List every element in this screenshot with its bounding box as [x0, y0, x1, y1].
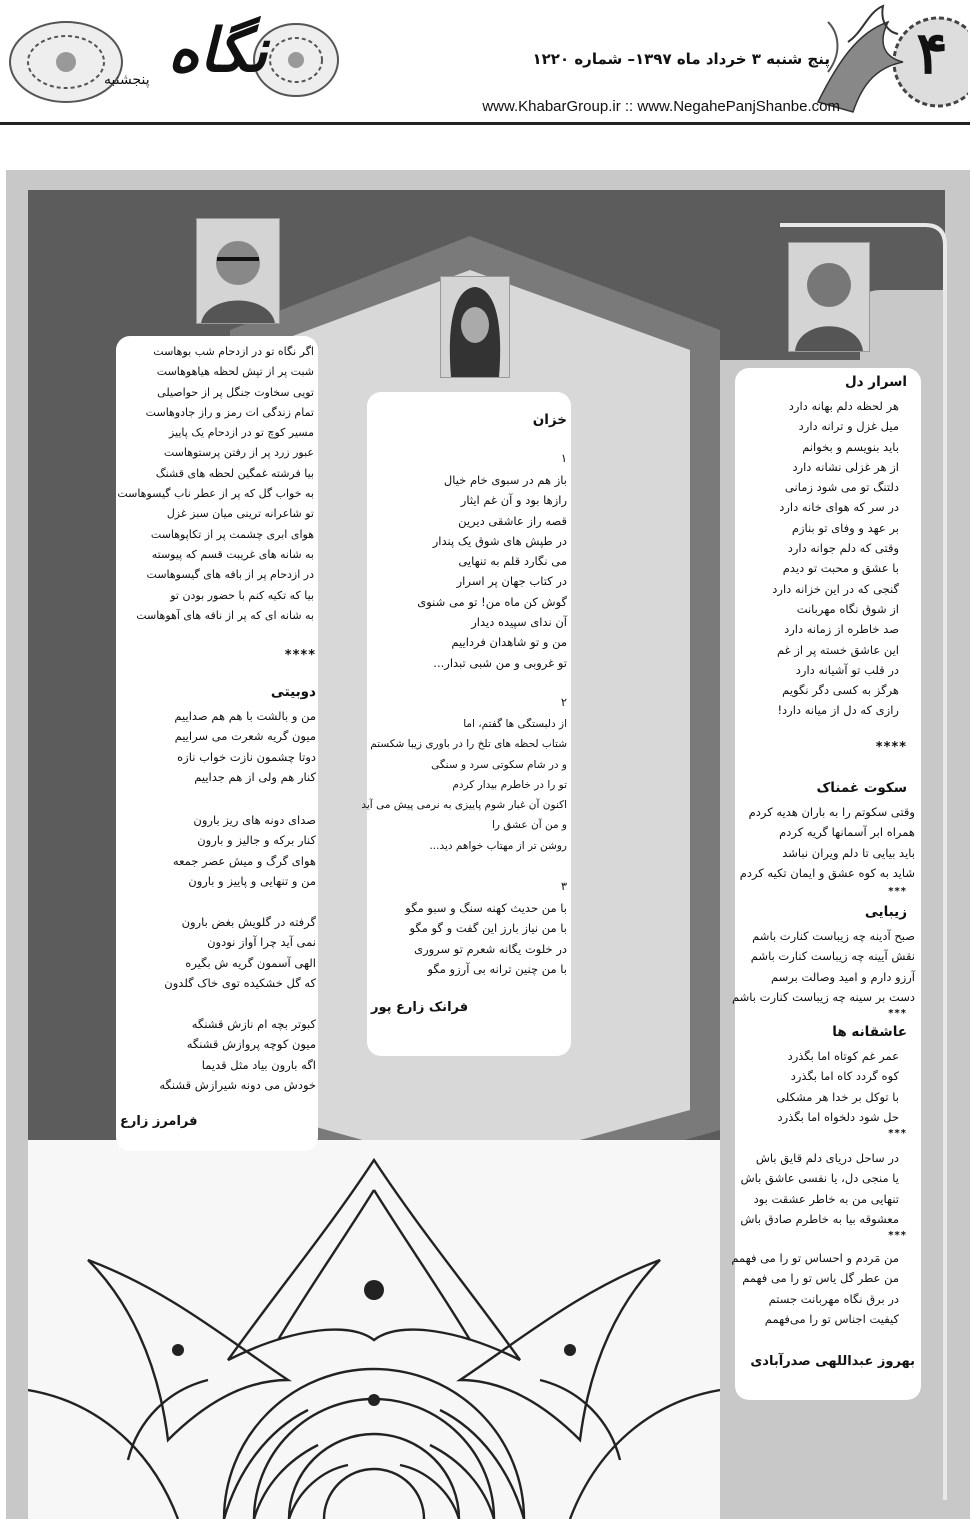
poem-line: قصه راز عاشقی دیرین — [458, 513, 567, 528]
poem-line: میون کوچه پروازش قشنگه — [186, 1037, 316, 1052]
poem-line: صدای دونه های ریز بارون — [193, 813, 316, 827]
website-urls[interactable]: www.KhabarGroup.ir :: www.NegahePanjShanbe.com — [482, 98, 840, 115]
poem-line: به خواب گل که پر از عطر ناب گیسوهاست — [117, 487, 314, 501]
poem-title: اسرار دل — [844, 374, 907, 390]
poem-line: با توکل بر خدا هر مشکلی — [776, 1089, 899, 1104]
poem-line: وقتی که دلم جوانه دارد — [787, 541, 899, 556]
poem-line: باید بنویسم و بخوانم — [802, 439, 899, 454]
poem-line: تو را در خاطرم بیدار کردم — [452, 778, 567, 791]
poem-line: تو غروبی و من شبی تبدار... — [433, 655, 567, 670]
poem-line: تنهایی من به خاطر عشقت بود — [753, 1191, 899, 1206]
poem-line: خودش می دونه شیرازش قشنگه — [159, 1077, 316, 1092]
poem-line: میون گریه شعرت می سراییم — [174, 729, 316, 744]
poem-line: من و تنهایی و پاییز و بارون — [188, 873, 316, 888]
poem-line: آن ندای سپیده دیدار — [471, 615, 567, 630]
section-number: ۱ — [560, 451, 567, 465]
section-number: ۳ — [560, 879, 567, 893]
poem-line: من عطر گل یاس تو را می فهمم — [742, 1271, 899, 1286]
poem-line: من و بالشت با هم هم صداییم — [174, 709, 316, 723]
author-photo-behrouz — [788, 242, 870, 352]
poem-line: حل شود دلخواه اما بگذرد — [777, 1109, 899, 1124]
portrait-icon — [789, 243, 869, 351]
page-number: ۴ — [916, 19, 948, 87]
separator-stars: *** — [888, 886, 907, 897]
poem-line: هرگز به کسی دگر نگویم — [782, 683, 899, 698]
poem-line: شاید به کوه عشق و ایمان تکیه کردم — [739, 865, 915, 880]
poem-line: این عاشق خسته پر از غم — [777, 642, 899, 657]
poem-line: آرزو دارم و امید وصالت برسم — [771, 969, 915, 984]
poem-line: با من نیاز بارز این گفت و گو مگو — [409, 921, 567, 936]
poem-line: روشن تر از مهتاب خواهم دید... — [429, 839, 567, 852]
poem-line: به شانه ای که پر از نافه های آهوهاست — [136, 608, 314, 622]
poem-line: گوش کن ماه من! تو می شنوی — [417, 594, 567, 609]
poem-line: شبت پر از تپش لحظه هیاهوهاست — [156, 365, 314, 379]
poem-line: در قلب تو آشیانه دارد — [795, 662, 899, 677]
poem-line: اگر نگاه تو در ازدحام شب بوهاست — [153, 345, 314, 358]
separator-stars: *** — [888, 1008, 907, 1019]
poem-line: کبوتر بچه ام نازش قشنگه — [191, 1017, 316, 1031]
middle-column — [361, 392, 571, 1056]
poem-line: با من چنین ترانه بی آرزو مگو — [427, 961, 567, 976]
poem-khazan-1 — [371, 470, 567, 673]
poem-line: هوای گرگ و میش عصر جمعه — [172, 853, 316, 868]
poem-line: گرفته در گلویش بغض بارون — [181, 915, 316, 929]
poem-line: به شانه های غریبت قسم که پیوسته — [151, 547, 314, 561]
left-column — [116, 336, 318, 1151]
poem-asheghaneha — [739, 1046, 899, 1127]
poem-line: نقش آیینه چه زیباست کنارت باشم — [750, 949, 915, 964]
poem-line: و در شام سکوتی سرد و سنگی — [431, 758, 567, 771]
poem-line: من و تو شاهدان فرداییم — [451, 635, 567, 650]
poem-line: از هر غزلی نشانه دارد — [792, 459, 899, 474]
poem-line: معشوقه بیا به خاطرم صادق باش — [740, 1211, 899, 1226]
poem-line: دلتنگ تو می شود زمانی — [784, 480, 899, 495]
poem-line: تویی سخاوت جنگل پر از حواصیلی — [157, 385, 314, 399]
poem-line: با عشق و محبت تو دیدم — [782, 561, 899, 576]
separator-stars: **** — [284, 648, 316, 663]
poem-line: باید بیایی تا دلم ویران نباشد — [782, 845, 915, 860]
poem-line: عمر غم کوتاه اما بگذرد — [787, 1049, 899, 1063]
poem-line: شتاب لحظه های تلخ را در باوری زیبا شکستم — [370, 738, 567, 751]
poem-line: عبور زرد پر از رفتن پرستوهاست — [163, 446, 314, 460]
poem-line: من مَردم و احساس تو را می فهمم — [731, 1251, 899, 1265]
poem-line: صبح آدینه چه زیباست کنارت باشم — [752, 929, 915, 943]
poem-line: کنار هم ولی از هم جداییم — [194, 769, 316, 784]
poem-line: می نگارد قلم به تنهایی — [458, 554, 567, 569]
right-column — [731, 368, 921, 1400]
poem-line: در ازدحام پر از بافه های گیسوهاست — [146, 568, 314, 582]
poem-line: کنار برکه و جالیز و بارون — [197, 833, 316, 848]
poem-ghazal — [118, 342, 314, 626]
poem-line: بیا که تکیه کنم با حضور بودن تو — [170, 588, 314, 602]
separator-stars: *** — [888, 1230, 907, 1241]
poem-line: از دلبستگی ها گفتم، اما — [463, 718, 567, 730]
poem-title: خزان — [532, 412, 567, 428]
portrait-icon — [441, 277, 509, 377]
poem-line: دوتا چشمون نازت خواب نازه — [177, 749, 316, 764]
poem-sokoot — [739, 802, 915, 883]
portrait-icon — [197, 219, 279, 323]
author-name: بهروز عبداللهی صدرآبادی — [750, 1354, 915, 1369]
poem-line: تمام زندگی ات رمز و راز جادوهاست — [145, 405, 314, 419]
poem-line: بیا فرشته غمگین لحظه های قشنگ — [155, 466, 314, 480]
poem-line: مسیر کوچ تو در ازدحام یک پاییز — [168, 426, 314, 440]
poem-line: در خلوت یگانه شعرم تو سروری — [414, 941, 567, 956]
poem-line: هر لحظه دلم بهانه دارد — [788, 399, 899, 413]
poem-zibaei — [731, 926, 915, 1007]
poem-line: با من حدیث کهنه سنگ و سبو مگو — [405, 901, 567, 915]
dobeyti-3 — [120, 912, 316, 993]
poem-line: رازها بود و آن غم ایثار — [460, 493, 567, 508]
separator-stars: *** — [888, 1128, 907, 1139]
issue-line: پنج شنبه ۳ خرداد ماه ۱۳۹۷– شماره ۱۲۲۰ — [532, 50, 830, 68]
poem-line: وقتی سکوتم را به باران هدیه کردم — [748, 805, 915, 819]
author-photo-faramarz — [196, 218, 280, 324]
poem-line: دست بر سینه چه زیباست کنارت باشم — [731, 989, 915, 1004]
poem-line: در طپش های شوق یک پندار — [432, 533, 567, 548]
poem-line: اگه بارون بیاد مثل قدیما — [201, 1057, 316, 1072]
poem-line: میل غزل و ترانه دارد — [798, 419, 899, 434]
mandala-decoration — [28, 1140, 720, 1519]
poem-line: رازی که دل از میانه دارد! — [777, 703, 899, 718]
section-number: ۲ — [560, 695, 567, 709]
poem-title: زیبایی — [864, 904, 907, 920]
dobeyti-4 — [120, 1014, 316, 1095]
poem-khazan-2 — [361, 714, 567, 856]
poem-line: بر عهد و وفای تو بنازم — [791, 520, 899, 535]
author-name: فرانک زارع پور — [371, 1000, 469, 1015]
dobeyti-1 — [120, 706, 316, 787]
poem-title: دوبیتی — [270, 684, 316, 700]
separator-stars: **** — [875, 740, 907, 755]
poem-line: باز هم در سبوی خام خیال — [443, 473, 567, 487]
logo-subtitle: پنجشنبه — [104, 72, 150, 88]
poem-line: در کتاب جهان پر اسرار — [456, 574, 567, 589]
poem-khazan-3 — [371, 898, 567, 979]
poem-line: در سر که هوای خانه دارد — [779, 500, 899, 515]
author-photo-faranak — [440, 276, 510, 378]
poem-asrar-del — [739, 396, 899, 721]
logo-title: نگاه — [168, 16, 268, 86]
poem-line: تو شاعرانه ترینی میان سبز غزل — [166, 507, 314, 521]
poem-line: همراه ابر آسمانها گریه کردم — [779, 825, 915, 840]
dobeyti-2 — [120, 810, 316, 891]
poem-line: که گل خشکیده توی خاک گلدون — [164, 975, 316, 990]
poem-line: نمی آید چرا آواز نودون — [207, 935, 316, 950]
author-name: فرامرز زارع — [120, 1114, 198, 1129]
poem-line: اکنون آن غبار شوم پاییزی به نرمی پیش می آید — [361, 799, 567, 812]
poem-line: یا منجی دل، یا نفسی عاشق باش — [740, 1171, 899, 1186]
poem-line: گنجی که در این خزانه دارد — [772, 581, 899, 596]
poem-line: الهی آسمون گریه ش بگیره — [185, 955, 316, 970]
poem-title: سکوت غمناک — [816, 780, 907, 796]
poem-line: از شوق نگاه مهربانت — [796, 601, 899, 616]
poem-mardam — [731, 1248, 899, 1329]
poem-line: و من آن عشق را — [491, 819, 567, 832]
poem-sahel — [739, 1148, 899, 1229]
poem-line: در ساحل دریای دلم قایق باش — [755, 1151, 899, 1165]
poem-line: در برق نگاه مهربانت جستم — [768, 1291, 899, 1306]
poem-line: هوای ابری چشمت پر از تکاپوهاست — [150, 527, 314, 541]
poem-title: عاشقانه ها — [832, 1024, 907, 1040]
poem-line: صد خاطره از زمانه دارد — [784, 622, 899, 637]
poem-line: کیفیت اجناس تو را می‌فهمم — [764, 1311, 899, 1326]
poem-line: کوه گردد کاه اما بگذرد — [790, 1069, 899, 1084]
